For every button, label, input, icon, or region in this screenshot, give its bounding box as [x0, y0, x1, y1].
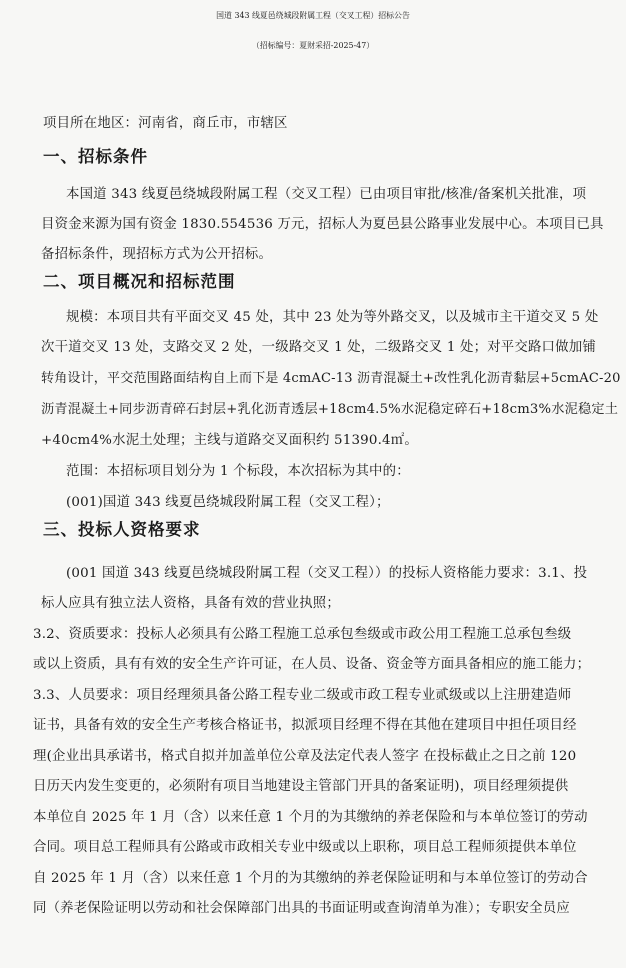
paragraph-line: 标人应具有独立法人资格，具备有效的营业执照； [41, 596, 340, 611]
section-1-heading: 一、招标条件 [43, 147, 148, 166]
paragraph-line: (001 国道 343 线夏邑绕城段附属工程（交叉工程））的投标人资格能力要求：3.1、投 [66, 566, 588, 581]
section-2-heading: 二、项目概况和招标范围 [43, 272, 236, 291]
paragraph-line: 自 2025 年 1 月（含）以来任意 1 个月的为其缴纳的养老保险证明和与本单位签订的劳动合 [33, 871, 588, 886]
paragraph-line: 证书，具备有效的安全生产考核合格证书，拟派项目经理不得在其他在建项目中担任项目经 [33, 718, 577, 733]
paragraph-line: 3.2、资质要求：投标人必须具有公路工程施工总承包叁级或市政公用工程施工总承包叁级 [33, 627, 572, 642]
paragraph-line: 次干道交叉 13 处，支路交叉 2 处，一级路交叉 1 处，二级路交叉 1 处；对平交路口做加铺 [41, 340, 596, 355]
section-3-heading: 三、投标人资格要求 [43, 520, 201, 539]
paragraph-line: +40cm4%水泥土处理；主线与道路交叉面积约 51390.4㎡。 [41, 433, 418, 448]
paragraph-line: 日历天内发生变更的，必须附有项目当地建设主管部门开具的备案证明)，项目经理须提供 [33, 779, 569, 794]
project-region: 项目所在地区：河南省，商丘市，市辖区 [43, 116, 288, 131]
paragraph-line: (001)国道 343 线夏邑绕城段附属工程（交叉工程）； [66, 495, 390, 510]
tender-number: （招标编号：夏财采招-2025-47） [251, 41, 375, 50]
paragraph-line: 本单位自 2025 年 1 月（含）以来任意 1 个月的为其缴纳的养老保险和与本单位签订的劳动 [33, 810, 588, 825]
paragraph-line: 备招标条件，现招标方式为公开招标。 [41, 247, 273, 262]
paragraph-line: 合同。项目总工程师具有公路或市政相关专业中级或以上职称，项目总工程师须提供本单位 [33, 840, 577, 855]
document-title: 国道 343 线夏邑绕城段附属工程（交叉工程）招标公告 [216, 11, 410, 20]
paragraph-line: 范围：本招标项目划分为 1 个标段，本次招标为其中的： [66, 464, 410, 479]
paragraph-line: 3.3、人员要求：项目经理须具备公路工程专业二级或市政工程专业贰级或以上注册建造师 [33, 688, 572, 703]
paragraph-line: 沥青混凝土+同步沥青碎石封层+乳化沥青透层+18cm4.5%水泥稳定碎石+18cm3%水泥稳定土 [41, 402, 619, 417]
paragraph-line: 理(企业出具承诺书，格式自拟并加盖单位公章及法定代表人签字 在投标截止之日之前 120 [33, 749, 577, 764]
paragraph-line: 同（养老保险证明以劳动和社会保障部门出具的书面证明或查询清单为准）；专职安全员应 [33, 901, 570, 916]
paragraph-line: 本国道 343 线夏邑绕城段附属工程（交叉工程）已由项目审批/核准/备案机关批准，项 [66, 187, 587, 202]
paragraph-line: 或以上资质，具有有效的安全生产许可证，在人员、设备、资金等方面具备相应的施工能力； [33, 657, 591, 672]
paragraph-line: 规模：本项目共有平面交叉 45 处，其中 23 处为等外路交叉，以及城市主干道交叉 5 处 [66, 310, 599, 325]
paragraph-line: 目资金来源为国有资金 1830.554536 万元，招标人为夏邑县公路事业发展中心。本项目已具 [41, 217, 604, 232]
paragraph-line: 转角设计，平交范围路面结构自上而下是 4cmAC-13 沥青混凝土+改性乳化沥青黏层+5cmAC-20 [41, 371, 621, 386]
